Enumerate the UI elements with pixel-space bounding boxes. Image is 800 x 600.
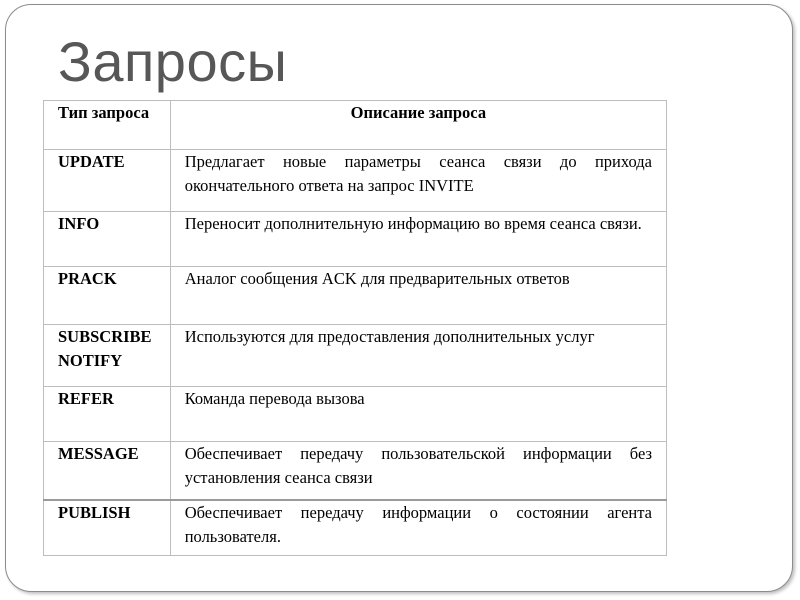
- request-description-cell: Используются для предоставления дополнительных услуг: [170, 325, 666, 387]
- requests-table: [43, 100, 667, 556]
- request-type-cell: UPDATE: [44, 150, 171, 212]
- header-request-description: Описание запроса: [170, 101, 666, 150]
- request-description-cell: Обеспечивает передачу пользовательской информации без установления сеанса связи: [170, 442, 666, 500]
- request-type-cell: REFER: [44, 387, 171, 442]
- request-type-cell: INFO: [44, 212, 171, 267]
- request-description-cell: Команда перевода вызова: [170, 387, 666, 442]
- request-description-cell: Переносит дополнительную информацию во время сеанса связи.: [170, 212, 666, 267]
- request-description-cell: Аналог сообщения ACK для предварительных ответов: [170, 267, 666, 325]
- table-row: [44, 442, 667, 500]
- request-type-cell: SUBSCRIBE NOTIFY: [44, 325, 171, 387]
- table-row: [44, 212, 667, 267]
- table-row: [44, 387, 667, 442]
- slide-title: Запросы: [58, 30, 288, 93]
- table-header-row: [44, 101, 667, 150]
- request-type-cell: PUBLISH: [44, 500, 171, 556]
- table-row: [44, 267, 667, 325]
- request-type-cell: PRACK: [44, 267, 171, 325]
- request-type-cell: MESSAGE: [44, 442, 171, 500]
- request-description-cell: Обеспечивает передачу информации о состоянии агента пользователя.: [170, 500, 666, 556]
- table-row: [44, 150, 667, 212]
- header-request-type: Тип запроса: [44, 101, 171, 150]
- request-description-cell: Предлагает новые параметры сеанса связи до прихода окончательного ответа на запрос INVITE: [170, 150, 666, 212]
- table-row: [44, 500, 667, 556]
- table-row: [44, 325, 667, 387]
